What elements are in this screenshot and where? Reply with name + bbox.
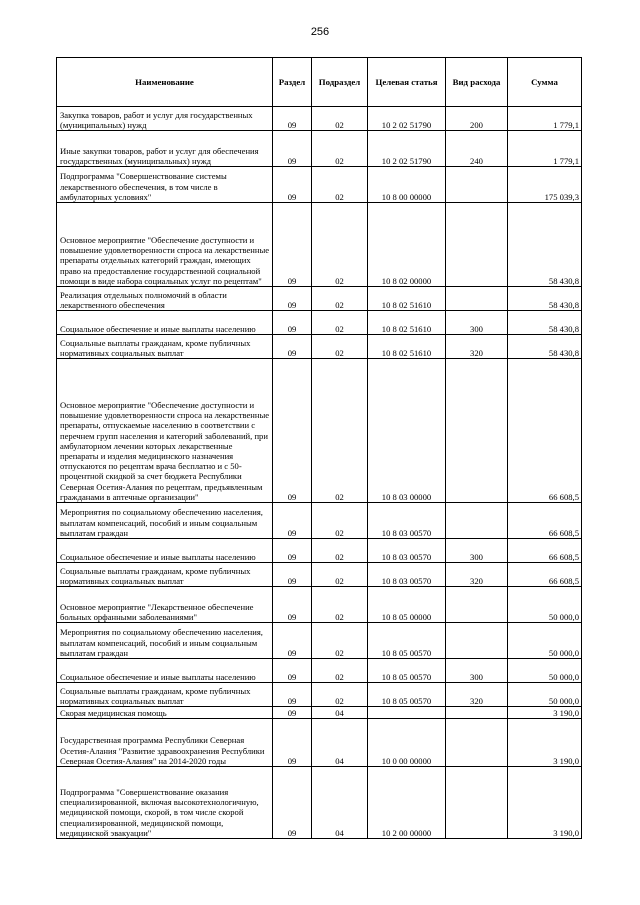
cell-section: 09 [273,767,312,839]
cell-subsection: 02 [312,587,368,623]
table-row [57,683,582,707]
header-name: Наименование [57,58,273,107]
cell-amount: 66 608,5 [508,563,582,587]
header-amount: Сумма [508,58,582,107]
cell-name: Закупка товаров, работ и услуг для государственных (муниципальных) нужд [57,107,273,131]
cell-target: 10 8 03 00570 [368,563,446,587]
cell-name: Подпрограмма "Совершенствование оказания специализированной, включая высокотехнологичную, медицинской помощи, скорой, в том числе скорой специализированной, медицинской помощи, медицинской эвакуации" [57,767,273,839]
cell-name: Скорая медицинская помощь [57,707,273,719]
cell-target: 10 8 02 51610 [368,287,446,311]
cell-name: Иные закупки товаров, работ и услуг для обеспечения государственных (муниципальных) нужд [57,131,273,167]
cell-name: Социальные выплаты гражданам, кроме публичных нормативных социальных выплат [57,563,273,587]
cell-amount: 58 430,8 [508,287,582,311]
cell-subsection: 04 [312,767,368,839]
cell-amount: 1 779,1 [508,131,582,167]
cell-name: Основное мероприятие "Обеспечение доступности и повышение удовлетворенности спроса на лекарственные препараты, отпускаемые населению в соответствии с перечнем групп населения и категорий заболеваний, при амбулаторном лечении которых лекарственные препараты и изделия медицинского назначения отпускаются по рецептам врача бесплатно и с 50-процентной скидкой за счет бюджета Республики Северная Осетия-Алания по рецептам, предъявленным гражданами в аптечные организации" [57,359,273,503]
header-expense-type: Вид расхода [446,58,508,107]
cell-name: Мероприятия по социальному обеспечению населения, выплатам компенсаций, пособий и иным социальным выплатам граждан [57,623,273,659]
cell-section: 09 [273,539,312,563]
table-row [57,539,582,563]
cell-name: Социальное обеспечение и иные выплаты населению [57,311,273,335]
table-body [57,107,582,839]
cell-target: 10 8 05 00570 [368,659,446,683]
cell-amount: 175 039,3 [508,167,582,203]
cell-amount: 50 000,0 [508,587,582,623]
cell-subsection: 02 [312,311,368,335]
cell-target: 10 8 00 00000 [368,167,446,203]
cell-subsection: 02 [312,563,368,587]
cell-expense-type [446,167,508,203]
cell-amount: 58 430,8 [508,335,582,359]
cell-amount: 3 190,0 [508,719,582,767]
cell-amount: 58 430,8 [508,203,582,287]
cell-subsection: 04 [312,707,368,719]
cell-amount: 3 190,0 [508,767,582,839]
cell-expense-type: 200 [446,107,508,131]
header-target: Целевая статья [368,58,446,107]
cell-section: 09 [273,287,312,311]
cell-expense-type: 240 [446,131,508,167]
cell-expense-type [446,719,508,767]
table-row [57,107,582,131]
cell-target: 10 2 00 00000 [368,767,446,839]
cell-amount: 66 608,5 [508,503,582,539]
cell-section: 09 [273,719,312,767]
cell-name: Государственная программа Республики Северная Осетия-Алания "Развитие здравоохранения Республики Северная Осетия-Алания" на 2014-2020 годы [57,719,273,767]
cell-subsection: 02 [312,107,368,131]
cell-target: 10 8 02 51610 [368,335,446,359]
cell-expense-type [446,767,508,839]
cell-section: 09 [273,587,312,623]
cell-target: 10 0 00 00000 [368,719,446,767]
table-row [57,287,582,311]
cell-name: Подпрограмма "Совершенствование системы лекарственного обеспечения, в том числе в амбулаторных условиях" [57,167,273,203]
cell-expense-type: 300 [446,311,508,335]
cell-name: Основное мероприятие "Лекарственное обеспечение больных орфанными заболеваниями" [57,587,273,623]
cell-subsection: 02 [312,359,368,503]
cell-name: Основное мероприятие "Обеспечение доступности и повышение удовлетворенности спроса на лекарственные препараты отдельных категорий граждан, имеющих право на предоставление государственной социальной помощи в виде набора социальных услуг по рецептам" [57,203,273,287]
cell-expense-type [446,623,508,659]
cell-subsection: 02 [312,659,368,683]
cell-amount: 66 608,5 [508,539,582,563]
header-section: Раздел [273,58,312,107]
table-row [57,359,582,503]
cell-subsection: 02 [312,503,368,539]
table-row [57,335,582,359]
cell-name: Социальное обеспечение и иные выплаты населению [57,539,273,563]
cell-section: 09 [273,623,312,659]
table-row [57,767,582,839]
cell-expense-type [446,359,508,503]
cell-target [368,707,446,719]
cell-expense-type [446,203,508,287]
cell-target: 10 8 05 00000 [368,587,446,623]
cell-target: 10 8 05 00570 [368,683,446,707]
cell-amount: 66 608,5 [508,359,582,503]
cell-amount: 1 779,1 [508,107,582,131]
cell-target: 10 8 02 00000 [368,203,446,287]
cell-section: 09 [273,503,312,539]
table-row [57,659,582,683]
cell-section: 09 [273,203,312,287]
table-row [57,131,582,167]
cell-expense-type: 300 [446,539,508,563]
cell-name: Реализация отдельных полномочий в области лекарственного обеспечения [57,287,273,311]
cell-subsection: 02 [312,287,368,311]
cell-amount: 58 430,8 [508,311,582,335]
table-row [57,167,582,203]
cell-section: 09 [273,707,312,719]
cell-target: 10 8 02 51610 [368,311,446,335]
cell-target: 10 8 03 00570 [368,503,446,539]
cell-amount: 3 190,0 [508,707,582,719]
cell-subsection: 02 [312,683,368,707]
budget-table [56,57,582,839]
cell-expense-type: 320 [446,683,508,707]
cell-name: Мероприятия по социальному обеспечению населения, выплатам компенсаций, пособий и иным социальным выплатам граждан [57,503,273,539]
cell-target: 10 8 03 00000 [368,359,446,503]
header-subsection: Подраздел [312,58,368,107]
cell-section: 09 [273,683,312,707]
cell-target: 10 8 05 00570 [368,623,446,659]
cell-expense-type [446,707,508,719]
cell-amount: 50 000,0 [508,623,582,659]
page-number: 256 [310,26,330,38]
table-row [57,203,582,287]
table-row [57,503,582,539]
cell-section: 09 [273,359,312,503]
table-row [57,719,582,767]
table-row [57,623,582,659]
table-row [57,707,582,719]
cell-name: Социальные выплаты гражданам, кроме публичных нормативных социальных выплат [57,683,273,707]
table-header-row [57,58,582,107]
cell-subsection: 02 [312,623,368,659]
cell-expense-type [446,287,508,311]
cell-expense-type [446,503,508,539]
cell-subsection: 02 [312,203,368,287]
cell-target: 10 8 03 00570 [368,539,446,563]
cell-expense-type: 320 [446,563,508,587]
cell-target: 10 2 02 51790 [368,131,446,167]
cell-subsection: 02 [312,131,368,167]
cell-subsection: 04 [312,719,368,767]
table-row [57,587,582,623]
table-row [57,311,582,335]
cell-target: 10 2 02 51790 [368,107,446,131]
cell-section: 09 [273,335,312,359]
cell-section: 09 [273,311,312,335]
cell-subsection: 02 [312,335,368,359]
cell-amount: 50 000,0 [508,683,582,707]
cell-subsection: 02 [312,539,368,563]
cell-section: 09 [273,659,312,683]
cell-section: 09 [273,131,312,167]
cell-section: 09 [273,167,312,203]
cell-expense-type [446,587,508,623]
cell-amount: 50 000,0 [508,659,582,683]
cell-expense-type: 300 [446,659,508,683]
cell-expense-type: 320 [446,335,508,359]
cell-name: Социальное обеспечение и иные выплаты населению [57,659,273,683]
cell-section: 09 [273,563,312,587]
cell-name: Социальные выплаты гражданам, кроме публичных нормативных социальных выплат [57,335,273,359]
cell-section: 09 [273,107,312,131]
cell-subsection: 02 [312,167,368,203]
table-row [57,563,582,587]
